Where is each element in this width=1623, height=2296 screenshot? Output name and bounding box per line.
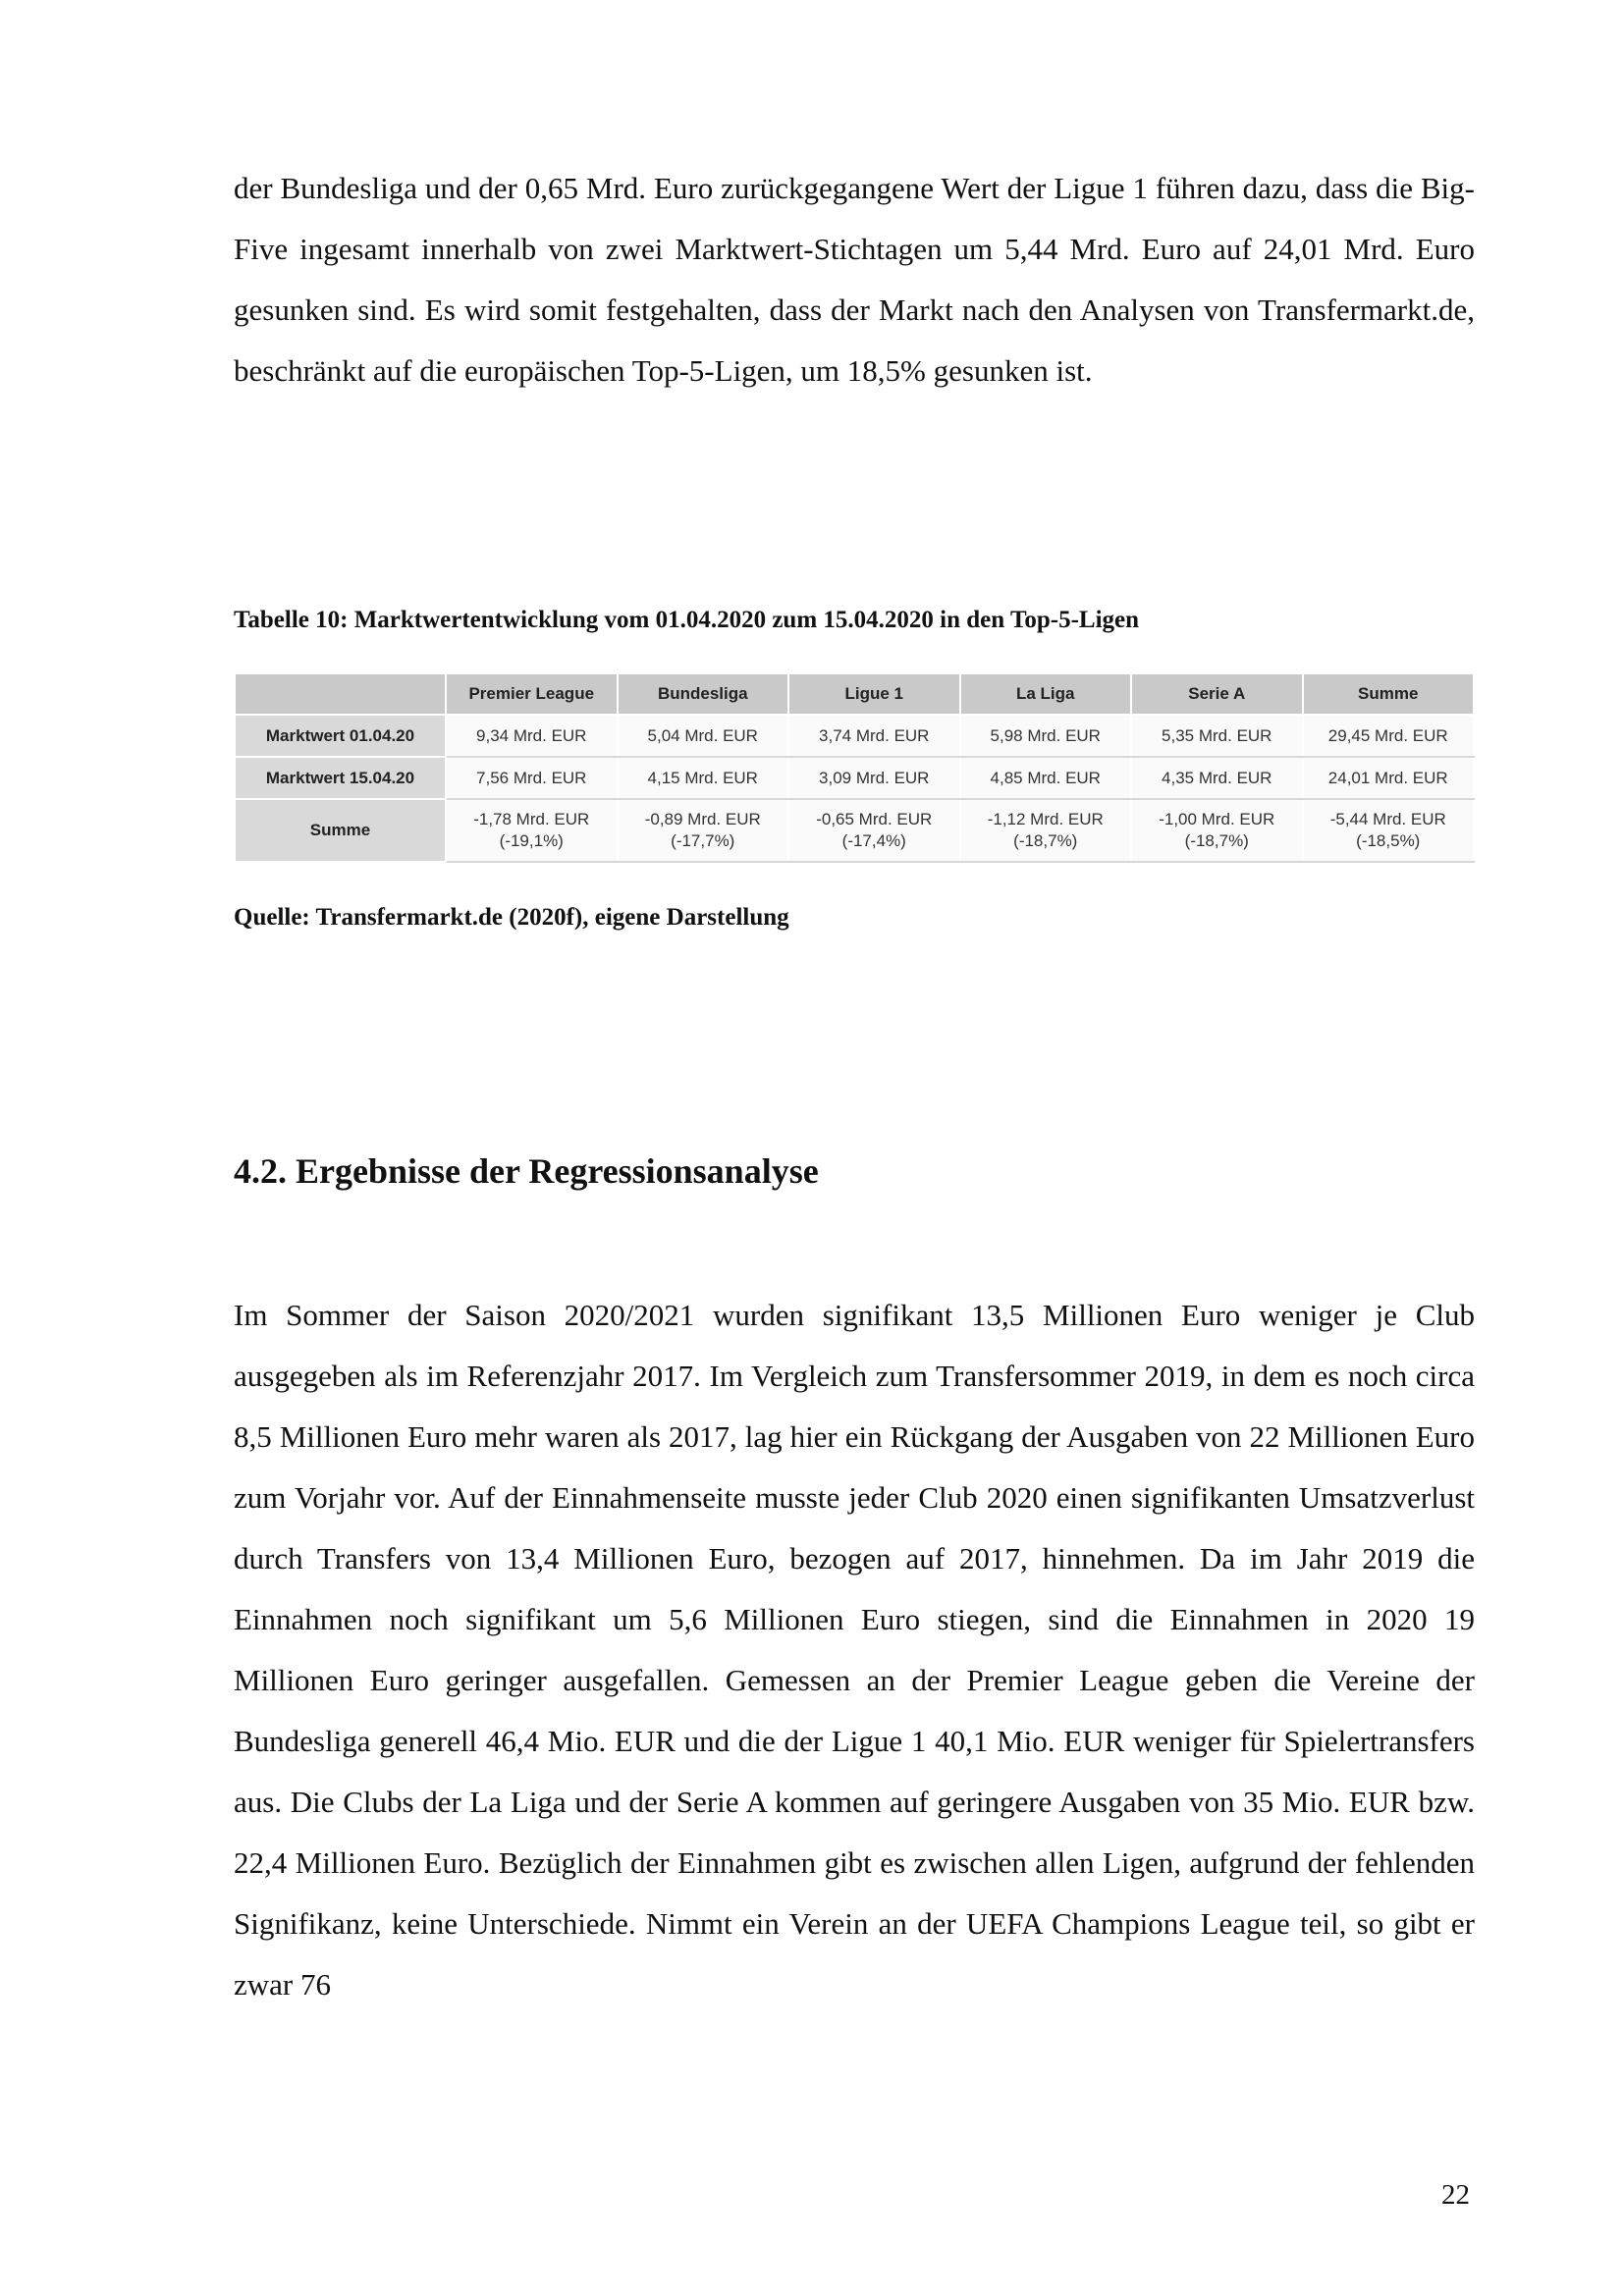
table-cell: 4,35 Mrd. EUR bbox=[1131, 757, 1303, 799]
table-row-marktwert-1504 bbox=[235, 757, 1474, 799]
table-cell bbox=[1131, 799, 1303, 862]
table-cell: 4,15 Mrd. EUR bbox=[618, 757, 789, 799]
table-cell bbox=[788, 799, 960, 862]
section-heading: 4.2. Ergebnisse der Regressionsanalyse bbox=[234, 1151, 819, 1191]
table-cell: 5,35 Mrd. EUR bbox=[1131, 715, 1303, 757]
table-cell: 9,34 Mrd. EUR bbox=[446, 715, 618, 757]
table-cell bbox=[618, 799, 789, 862]
source-caption: Quelle: Transfermarkt.de (2020f), eigene Darstellung bbox=[234, 904, 789, 931]
change-value: -1,00 Mrd. EUR bbox=[1159, 810, 1275, 828]
change-percent: (-18,5%) bbox=[1356, 831, 1421, 850]
table-cell bbox=[446, 799, 618, 862]
change-percent: (-18,7%) bbox=[1184, 831, 1249, 850]
change-percent: (-18,7%) bbox=[1013, 831, 1078, 850]
change-percent: (-17,7%) bbox=[671, 831, 735, 850]
market-value-table bbox=[234, 672, 1475, 863]
table-row-summe bbox=[235, 799, 1474, 862]
column-header-premier-league: Premier League bbox=[446, 673, 618, 715]
change-value: -0,65 Mrd. EUR bbox=[816, 810, 933, 828]
table-caption: Tabelle 10: Marktwertentwicklung vom 01.04.2020 zum 15.04.2020 in den Top-5-Ligen bbox=[234, 607, 1140, 633]
table-cell: 3,09 Mrd. EUR bbox=[788, 757, 960, 799]
table-row-marktwert-0104 bbox=[235, 715, 1474, 757]
row-label: Marktwert 15.04.20 bbox=[235, 757, 446, 799]
table-cell bbox=[960, 799, 1132, 862]
change-percent: (-17,4%) bbox=[841, 831, 906, 850]
table-cell bbox=[1303, 799, 1475, 862]
table-cell: 7,56 Mrd. EUR bbox=[446, 757, 618, 799]
column-header-la-liga: La Liga bbox=[960, 673, 1132, 715]
change-value: -1,12 Mrd. EUR bbox=[987, 810, 1104, 828]
table-corner-cell bbox=[235, 673, 446, 715]
body-paragraph-intro: der Bundesliga und der 0,65 Mrd. Euro zurückgegangene Wert der Ligue 1 führen dazu, dass die Big-Five ingesamt innerhalb von zwei Marktwert-Stichtagen um 5,44 Mrd. Euro auf 24,01 Mrd. Euro gesunken sind. Es wird somit festgehalten, dass der Markt nach den Analysen von Transfermarkt.de, beschränkt auf die europäischen Top-5-Ligen, um 18,5% gesunken ist. bbox=[234, 171, 1475, 388]
column-header-bundesliga: Bundesliga bbox=[618, 673, 789, 715]
table-cell: 4,85 Mrd. EUR bbox=[960, 757, 1132, 799]
page-number: 22 bbox=[1441, 2179, 1470, 2211]
table-cell: 24,01 Mrd. EUR bbox=[1303, 757, 1475, 799]
table-cell: 3,74 Mrd. EUR bbox=[788, 715, 960, 757]
column-header-serie-a: Serie A bbox=[1131, 673, 1303, 715]
column-header-summe: Summe bbox=[1303, 673, 1475, 715]
table-cell: 5,98 Mrd. EUR bbox=[960, 715, 1132, 757]
row-label: Marktwert 01.04.20 bbox=[235, 715, 446, 757]
change-value: -1,78 Mrd. EUR bbox=[473, 810, 590, 828]
table-header-row bbox=[235, 673, 1474, 715]
change-value: -5,44 Mrd. EUR bbox=[1329, 810, 1446, 828]
table-cell: 5,04 Mrd. EUR bbox=[618, 715, 789, 757]
change-percent: (-19,1%) bbox=[499, 831, 564, 850]
change-value: -0,89 Mrd. EUR bbox=[644, 810, 761, 828]
body-paragraph-results: Im Sommer der Saison 2020/2021 wurden signifikant 13,5 Millionen Euro weniger je Club ausgegeben als im Referenzjahr 2017. Im Vergleich zum Transfersommer 2019, in dem es noch circa 8,5 Millionen Euro mehr waren als 2017, lag hier ein Rückgang der Ausgaben von 22 Millionen Euro zum Vorjahr vor. Auf der Einnahmenseite musste jeder Club 2020 einen signifikanten Umsatzverlust durch Transfers von 13,4 Millionen Euro, bezogen auf 2017, hinnehmen. Da im Jahr 2019 die Einnahmen noch signifikant um 5,6 Millionen Euro stiegen, sind die Einnahmen in 2020 19 Millionen Euro geringer ausgefallen. Gemessen an der Premier League geben die Vereine der Bundesliga generell 46,4 Mio. EUR und die der Ligue 1 40,1 Mio. EUR weniger für Spielertransfers aus. Die Clubs der La Liga und der Serie A kommen auf geringere Ausgaben von 35 Mio. EUR bzw. 22,4 Millionen Euro. Bezüglich der Einnahmen gibt es zwischen allen Ligen, aufgrund der fehlenden Signifikanz, keine Unterschiede. Nimmt ein Verein an der UEFA Champions League teil, so gibt er zwar 76 bbox=[234, 1298, 1475, 2002]
table-cell: 29,45 Mrd. EUR bbox=[1303, 715, 1475, 757]
column-header-ligue-1: Ligue 1 bbox=[788, 673, 960, 715]
row-label: Summe bbox=[235, 799, 446, 862]
